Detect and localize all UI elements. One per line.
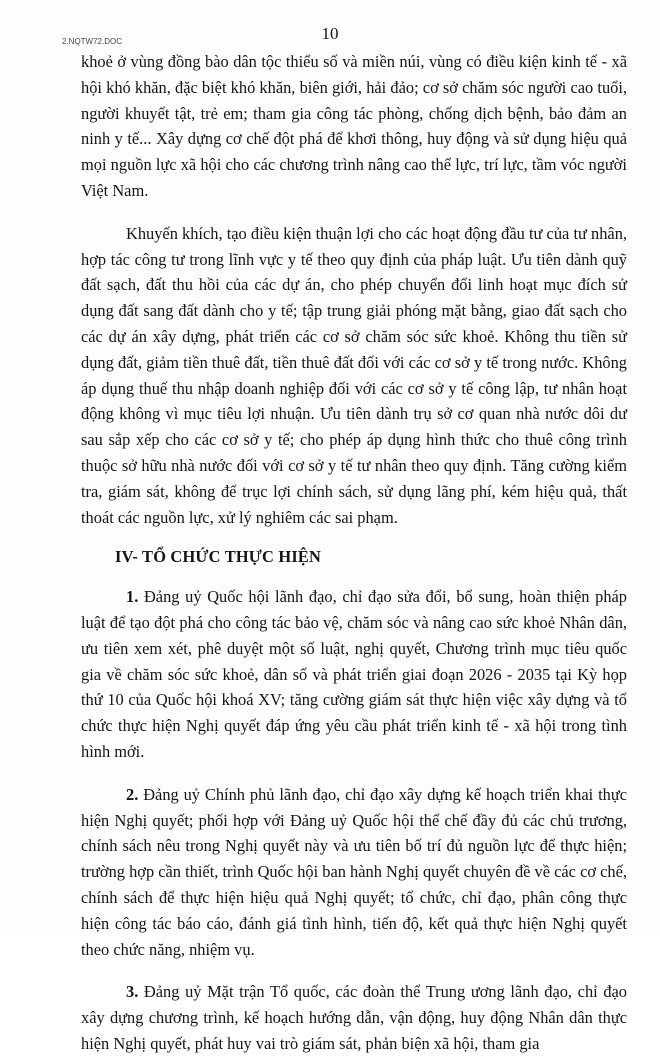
item-number: 1. xyxy=(126,587,139,607)
item-text: Đảng uỷ Chính phủ lãnh đạo, chỉ đạo xây dựng kế hoạch triển khai thực hiện Nghị quyết; phối hợp với Đảng uỷ Quốc hội thể chế đầy đủ các chủ trương, chính sách nêu trong Nghị quyết này và ưu tiên bố trí đủ nguồn lực để thực hiện; trường hợp cần thiết, trình Quốc hội ban hành Nghị quyết chuyên đề về các cơ chế, chính sách để thực hiện hiệu quả Nghị quyết; tổ chức, chỉ đạo, phân công thực hiện công tác báo cáo, đánh giá tình hình, tiến độ, kết quả thực hiện Nghị quyết theo chức năng, nhiệm vụ. xyxy=(81,784,627,959)
paragraph-continued: khoẻ ở vùng đồng bào dân tộc thiểu số và miền núi, vùng có điều kiện kinh tế - xã hội khó khăn, đặc biệt khó khăn, biên giới, hải đảo; cơ sở chăm sóc người cao tuổi, người khuyết tật, trẻ em; tham gia công tác phòng, chống dịch bệnh, bảo đảm an ninh y tế... Xây dựng cơ chế đột phá để khơi thông, huy động và sử dụng hiệu quả mọi nguồn lực xã hội cho các chương trình nâng cao thể lực, trí lực, tầm vóc người Việt Nam. xyxy=(81,52,627,200)
page-number: 10 xyxy=(321,24,339,43)
section-heading: IV- TỔ CHỨC THỰC HIỆN xyxy=(115,547,322,567)
item-number: 3. xyxy=(126,982,139,1002)
item-text: Đảng uỷ Quốc hội lãnh đạo, chỉ đạo sửa đổi, bổ sung, hoàn thiện pháp luật để tạo đột phá cho công tác bảo vệ, chăm sóc và nâng cao sức khoẻ Nhân dân, ưu tiên xem xét, phê duyệt một số luật, nghị quyết, Chương trình mục tiêu quốc gia về chăm sóc sức khoẻ, dân số và phát triển giai đoạn 2026 - 2035 tại Kỳ họp thứ 10 của Quốc hội khoá XV; tăng cường giám sát thực hiện việc xây dựng và tổ chức thực hiện Nghị quyết đáp ứng yêu cầu phát triển kinh tế - xã hội trong tình hình mới. xyxy=(81,587,627,761)
item-text: Đảng uỷ Mặt trận Tổ quốc, các đoàn thể Trung ương lãnh đạo, chỉ đạo xây dựng chương trình, kế hoạch hướng dẫn, vận động, huy động Nhân dân thực hiện Nghị quyết, phát huy vai trò giám sát, phản biện xã hội, tham gia xyxy=(81,982,627,1053)
list-item xyxy=(81,584,627,765)
document-body xyxy=(81,49,627,1057)
list-item xyxy=(81,782,627,963)
list-item xyxy=(81,979,627,1056)
paragraph-private-investment: Khuyến khích, tạo điều kiện thuận lợi cho các hoạt động đầu tư của tư nhân, hợp tác công tư trong lĩnh vực y tế theo quy định của pháp luật. Ưu tiên dành quỹ đất sạch, đất thu hồi của các dự án, cho phép chuyển đổi linh hoạt mục đích sử dụng đất sang đất dành cho y tế; tập trung giải phóng mặt bằng, giao đất sạch cho các dự án xây dựng, phát triển các cơ sở chăm sóc sức khoẻ. Không thu tiền sử dụng đất, giảm tiền thuê đất, tiền thuê đất đối với các cơ sở y tế trong nước. Không áp dụng thuế thu nhập doanh nghiệp đối với các cơ sở y tế công lập, tư nhân hoạt động không vì mục tiêu lợi nhuận. Ưu tiên dành trụ sở cơ quan nhà nước dôi dư sau sắp xếp cho các cơ sở y tế; cho phép áp dụng hình thức cho thuê công trình thuộc sở hữu nhà nước đối với cơ sở y tế tư nhân theo quy định. Tăng cường kiểm tra, giám sát, không để trục lợi chính sách, sử dụng lãng phí, kém hiệu quả, thất thoát các nguồn lực, xử lý nghiêm các sai phạm. xyxy=(81,223,627,527)
file-tag: 2.NQTW72.DOC xyxy=(62,37,123,46)
item-number: 2. xyxy=(126,784,139,804)
